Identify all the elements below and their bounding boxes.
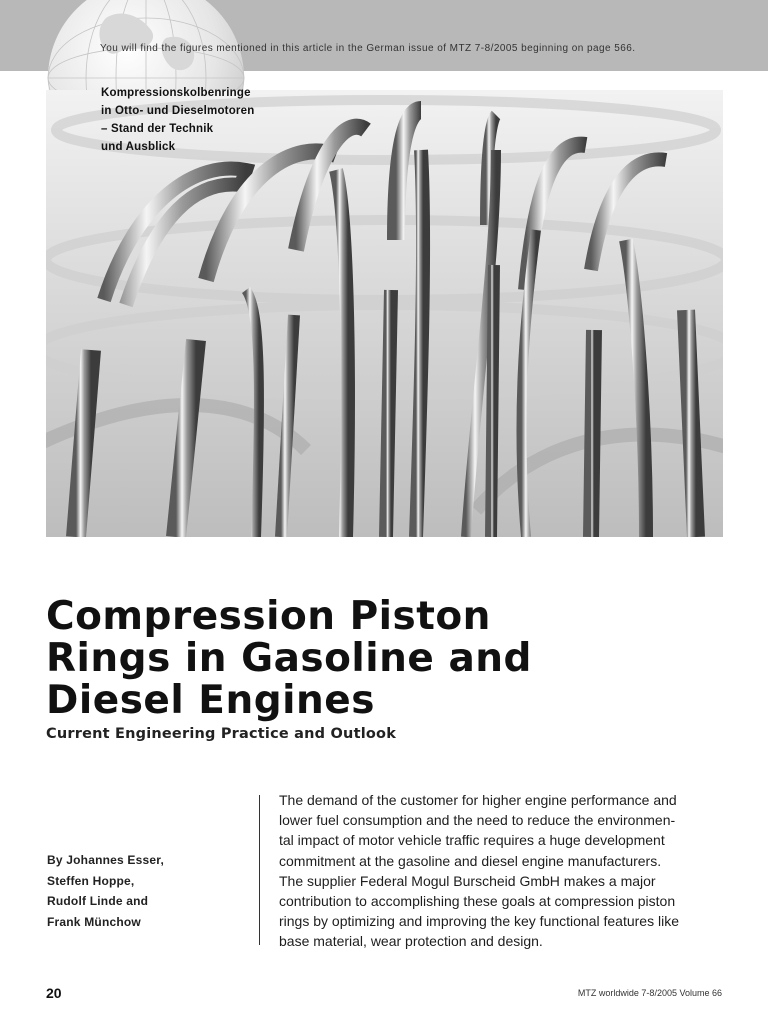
abstract: [279, 790, 724, 952]
german-title-line: in Otto- und Dieselmotoren: [101, 105, 255, 117]
article-title-line: Rings in Gasoline and: [46, 636, 532, 681]
german-title-line: – Stand der Technik: [101, 123, 214, 135]
author-line: By Johannes Esser,: [47, 853, 164, 867]
abstract-line: The demand of the customer for higher engine performance and: [279, 792, 677, 808]
article-title-line: Diesel Engines: [46, 678, 375, 723]
article-title: [46, 596, 746, 722]
divider-rule: [259, 795, 260, 945]
author-line: Frank Münchow: [47, 914, 141, 929]
figures-note: You will find the figures mentioned in this article in the German issue of MTZ 7-8/2005 beginning on page 566.: [100, 43, 636, 54]
abstract-line: commitment at the gasoline and diesel engine manufacturers.: [279, 852, 662, 869]
abstract-line: contribution to accomplishing these goals at compression piston: [279, 893, 676, 910]
authors: [47, 850, 164, 932]
author-line: Rudolf Linde and: [47, 894, 149, 908]
german-title-line: Kompressionskolbenringe: [101, 87, 251, 99]
abstract-line: tal impact of motor vehicle traffic requires a huge development: [279, 832, 665, 849]
page-number: 20: [46, 985, 62, 1001]
article-title-line: Compression Piston: [46, 594, 491, 639]
author-line: Steffen Hoppe,: [47, 873, 135, 888]
abstract-line: The supplier Federal Mogul Burscheid GmbH makes a major: [279, 872, 656, 889]
abstract-line: lower fuel consumption and the need to reduce the environmen-: [279, 812, 676, 829]
abstract-line: rings by optimizing and improving the key functional features like: [279, 913, 679, 930]
journal-footer: MTZ worldwide 7-8/2005 Volume 66: [577, 988, 722, 998]
piston-rings-photo: [46, 90, 723, 537]
german-title-line: und Ausblick: [101, 141, 176, 153]
german-title: [101, 84, 331, 156]
article-subtitle: Current Engineering Practice and Outlook: [46, 726, 397, 742]
abstract-line: base material, wear protection and design.: [279, 933, 543, 950]
